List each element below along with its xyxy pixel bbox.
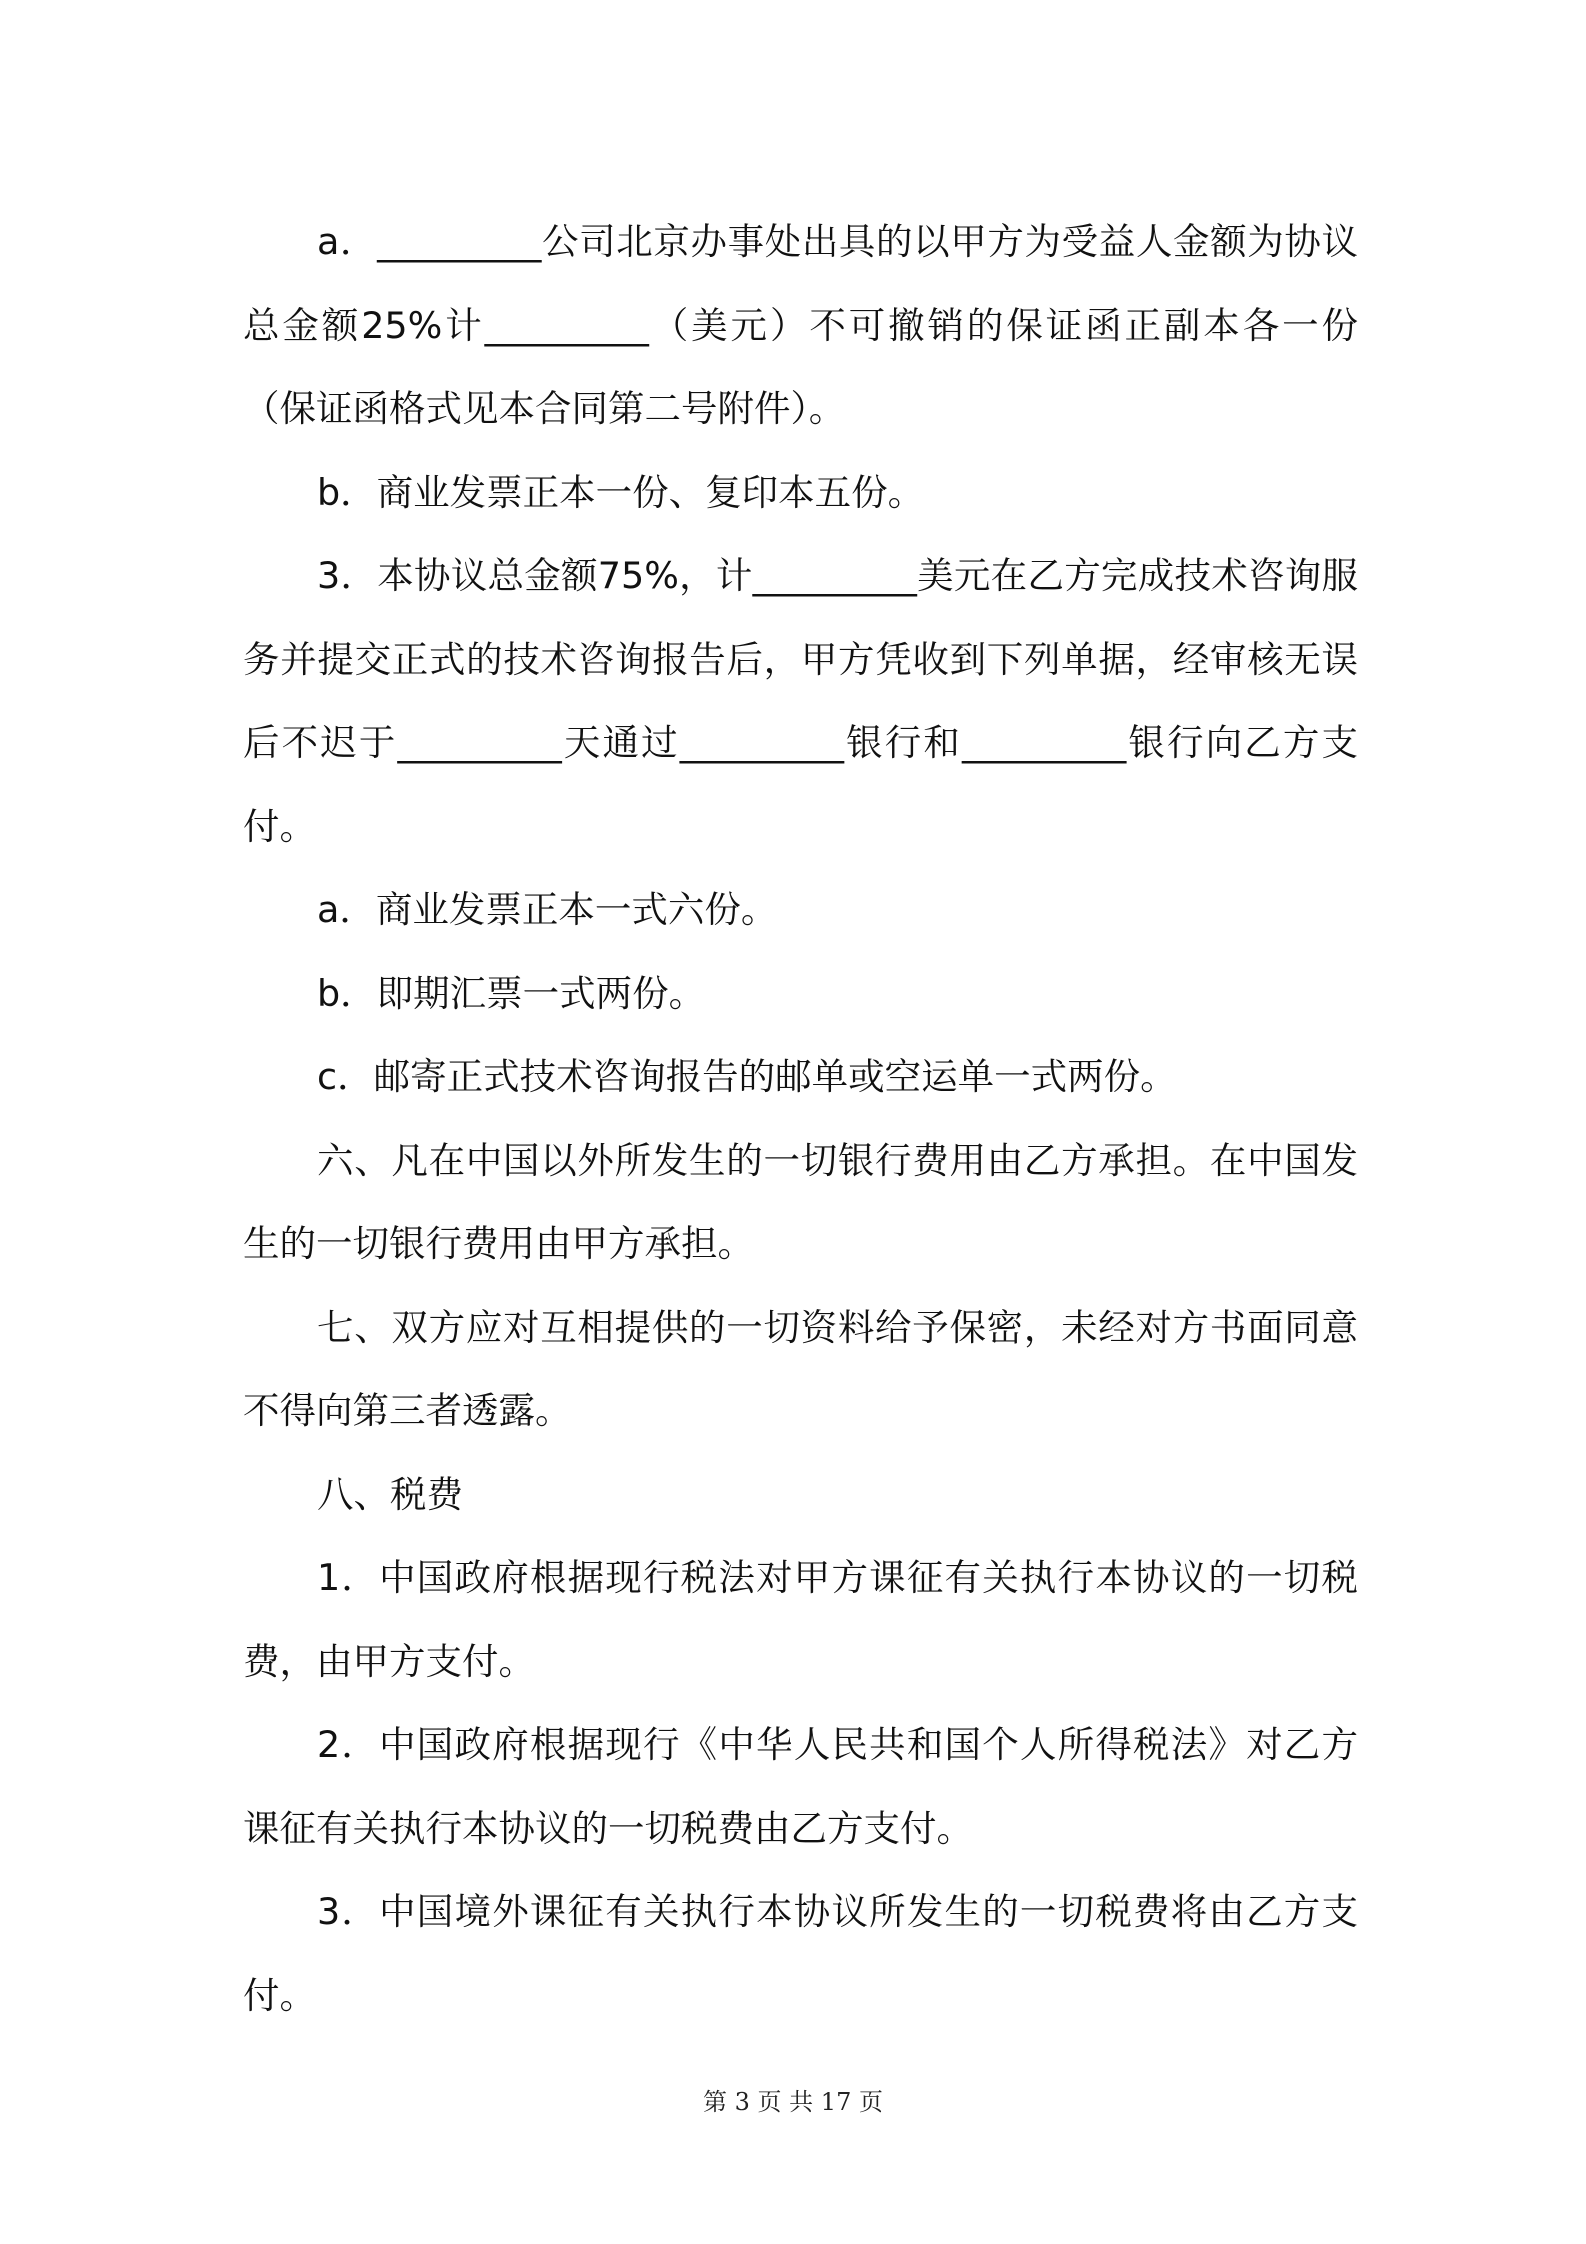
- paragraph-payment-b-invoice: b．商业发票正本一份、复印本五份。: [317, 470, 925, 514]
- paragraph-docs-a-invoice: a．商业发票正本一式六份。: [317, 888, 778, 931]
- paragraph-docs-c-waybill: c．邮寄正式技术咨询报告的邮单或空运单一式两份。: [317, 1055, 1177, 1098]
- paragraph-payment-a-guarantee: a．_________公司北京办事处出具的以甲方为受益人金额为协议总金额25%计_________（美元）不可撤销的保证函正副本各一份（保证函格式见本合同第二号附件）。: [243, 220, 1358, 430]
- heading-section-8-taxes: 八、税费: [317, 1472, 463, 1516]
- paragraph-tax-1: 1．中国政府根据现行税法对甲方课征有关执行本协议的一切税费，由甲方支付。: [243, 1556, 1358, 1683]
- paragraph-item-3-payment: 3．本协议总金额75%，计_________美元在乙方完成技术咨询服务并提交正式的技术咨询报告后，甲方凭收到下列单据，经审核无误后不迟于_________天通过_________银行和_________银行向乙方支付。: [243, 554, 1358, 848]
- page-number-footer: 第 3 页 共 17 页: [703, 2088, 883, 2116]
- paragraph-section-6-bank-fees: 六、凡在中国以外所发生的一切银行费用由乙方承担。在中国发生的一切银行费用由甲方承担。: [243, 1138, 1358, 1265]
- paragraph-tax-2: 2．中国政府根据现行《中华人民共和国个人所得税法》对乙方课征有关执行本协议的一切税费由乙方支付。: [243, 1723, 1358, 1850]
- paragraph-section-7-confidentiality: 七、双方应对互相提供的一切资料给予保密，未经对方书面同意不得向第三者透露。: [243, 1305, 1358, 1432]
- paragraph-docs-b-draft: b．即期汇票一式两份。: [317, 971, 706, 1015]
- document-body: [243, 200, 1358, 2037]
- paragraph-tax-3: 3．中国境外课征有关执行本协议所发生的一切税费将由乙方支付。: [243, 1890, 1358, 2017]
